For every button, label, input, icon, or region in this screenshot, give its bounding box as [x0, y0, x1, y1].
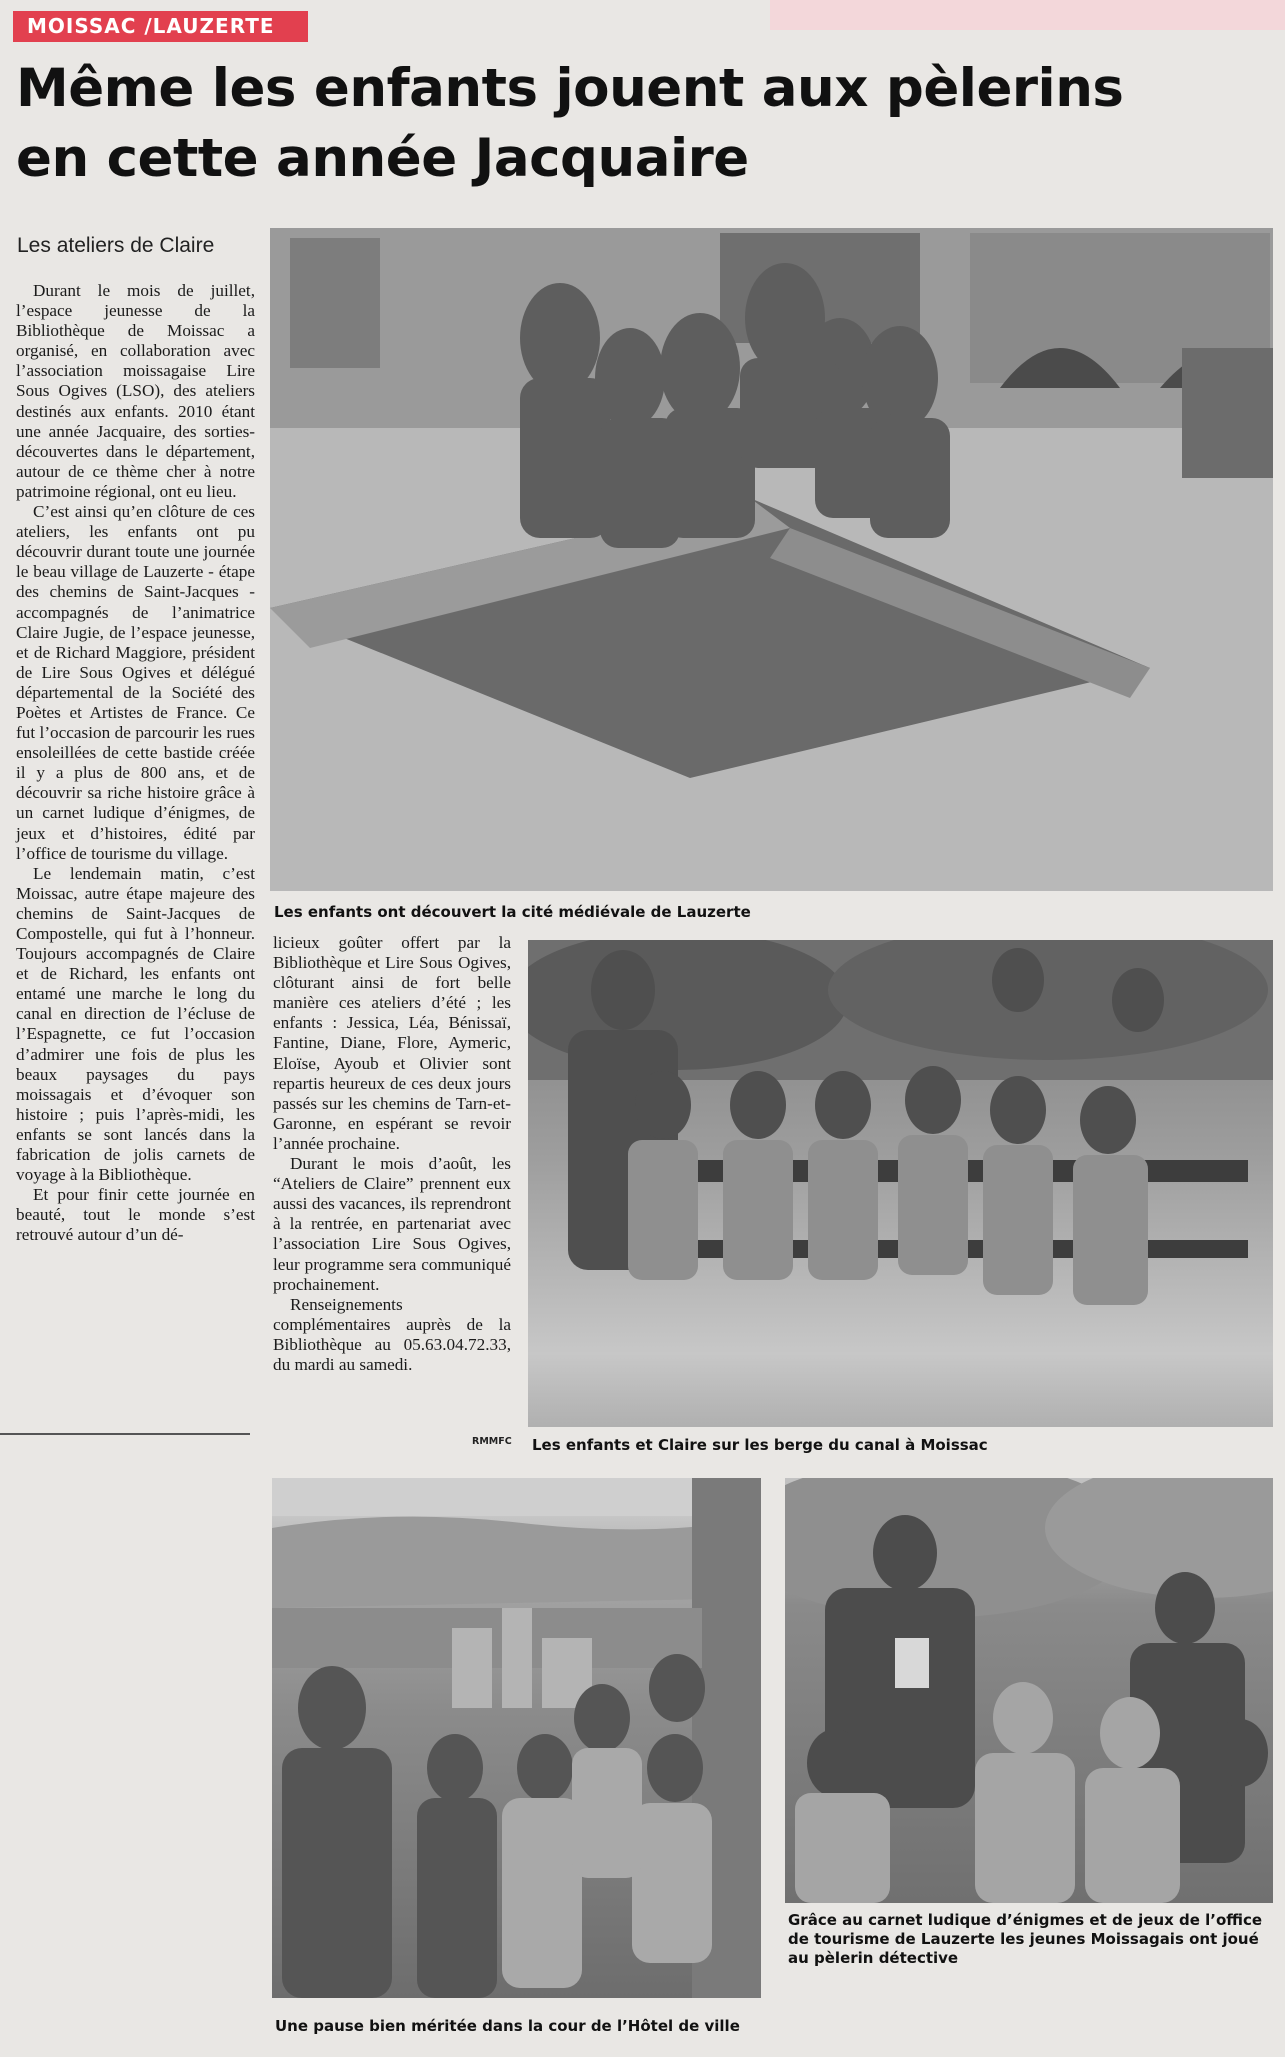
paragraph: Durant le mois d’août, les “Ateliers de Claire” prennent eux aussi des vacances, ils reprendront à la rentrée, en partenariat avec l’association Lire Sous Ogives, leur programme sera communiqué prochainement. — [273, 1154, 511, 1294]
photo-carnet-ludique — [785, 1478, 1273, 1903]
paragraph: Renseignements complémentaires auprès de la Bibliothèque au 05.63.04.72.33, du mardi au samedi. — [273, 1294, 511, 1374]
caption-photo-2: Les enfants et Claire sur les berge du canal à Moissac — [532, 1436, 988, 1454]
article-subhead: Les ateliers de Claire — [17, 234, 215, 257]
paragraph: Durant le mois de juillet, l’espace jeunesse de la Bibliothèque de Moissac a organisé, en collaboration avec l’association moissagaise Lire Sous Ogives (LSO), des ateliers destinés aux enfants. 2010 étant une année Jacquaire, des sorties-découvertes dans le département, autour de ce thème cher à notre patrimoine régional, ont eu lieu. — [16, 281, 255, 501]
caption-photo-3: Une pause bien méritée dans la cour de l’Hôtel de ville — [275, 2017, 740, 2035]
photo-hotel-de-ville-courtyard — [272, 1478, 761, 1998]
paragraph: Le lendemain matin, c’est Moissac, autre étape majeure des chemins de Saint-Jacques de Compostelle, qui fut à l’honneur. Toujours accompagnés de Claire et de Richard, les enfants ont entamé une marche le long du canal en direction de l’écluse de l’Espagnette, ce fut l’occasion d’admirer une fois de plus les beaux paysages du pays moissagais et d’évoquer son histoire ; puis l’après-midi, les enfants se sont lancés dans la fabrication de jolis carnets de voyage à la Bibliothèque. — [16, 863, 255, 1185]
photo-hotel-de-ville-illustration — [272, 1478, 761, 1998]
photo-canal-bench-illustration — [528, 940, 1273, 1427]
paragraph: Et pour finir cette journée en beauté, tout le monde s’est retrouvé autour d’un dé- — [16, 1185, 255, 1245]
article-title: Même les enfants jouent aux pèlerins en cette année Jacquaire — [16, 58, 1124, 189]
paragraph: C’est ainsi qu’en clôture de ces ateliers, les enfants ont pu découvrir durant toute une journée le beau village de Lauzerte - étape des chemins de Saint-Jacques - accompagnés de l’animatrice Claire Jugie, de l’espace jeunesse, et de Richard Maggiore, président de Lire Sous Ogives et délégué départemental de la Société des Poètes et Artistes de France. Ce fut l’occasion de parcourir les rues ensoleillées de cette bastide créée il y a plus de 800 ans, et de découvrir sa riche histoire grâce à un carnet ludique d’énigmes, de jeux et d’histoires, édité par l’office de tourisme du village. — [16, 502, 255, 863]
photo-lauzerte-square-illustration — [270, 228, 1273, 891]
photo-canal-bench — [528, 940, 1273, 1427]
section-tag: MOISSAC /LAUZERTE — [13, 11, 308, 42]
paragraph: licieux goûter offert par la Bibliothèque et Lire Sous Ogives, clôturant ainsi de fort belle manière ces ateliers d’été ; les enfants : Jessica, Léa, Bénissaï, Fantine, Diane, Flore, Aymeric, Eloïse, Ayoub et Olivier sont repartis heureux de ces deux jours passés sur les chemins de Tarn-et-Garonne, en espérant se revoir l’année prochaine. — [273, 933, 511, 1153]
author-signature: RMMFC — [472, 1436, 512, 1447]
adjacent-article-strip — [770, 0, 1285, 30]
article-column-1 — [16, 281, 255, 1246]
caption-photo-4: Grâce au carnet ludique d’énigmes et de jeux de l’office de tourisme de Lauzerte les jeunes Moissagais ont joué au pèlerin détective — [788, 1911, 1263, 1967]
article-column-2 — [273, 933, 511, 1375]
photo-lauzerte-square — [270, 228, 1273, 891]
column-end-rule — [0, 1433, 250, 1435]
caption-photo-1: Les enfants ont découvert la cité médiévale de Lauzerte — [274, 903, 751, 921]
photo-carnet-ludique-illustration — [785, 1478, 1273, 1903]
